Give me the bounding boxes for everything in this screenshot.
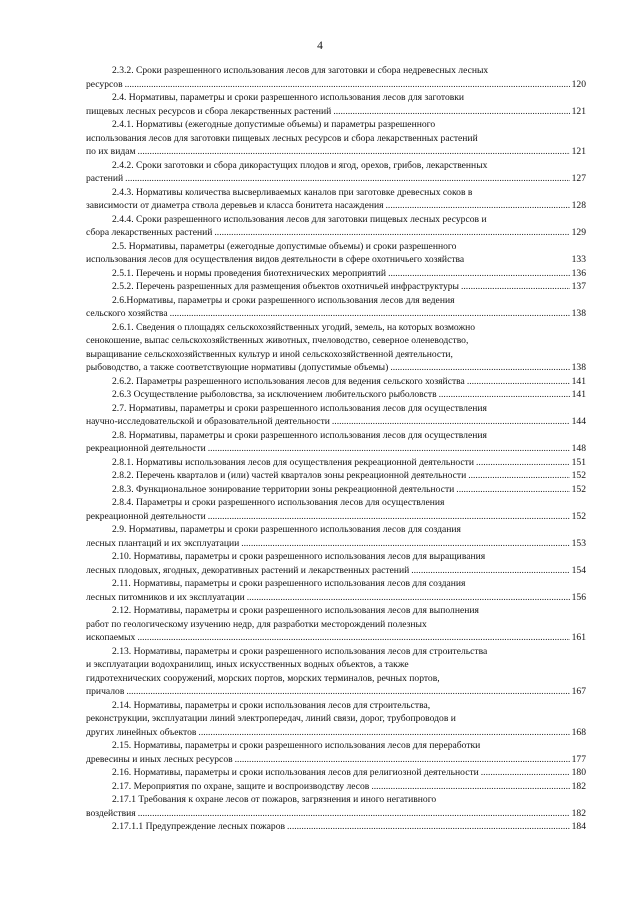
toc-entry-text: 2.10. Нормативы, параметры и сроки разрешенного использования лесов для выращивания <box>112 551 486 562</box>
toc-entry-title: рыбоводство, а также соответствующие нормативы (допустимые объемы) <box>86 362 389 373</box>
toc-page-number: 141 <box>571 389 586 400</box>
toc-entry-last-line <box>86 226 586 240</box>
toc-entry-line <box>86 213 586 227</box>
toc-entry-text: выращивание сельскохозяйственных культур и иной сельскохозяйственной деятельности, <box>86 348 453 360</box>
toc-entry[interactable] <box>86 375 586 389</box>
toc-entry-last-line <box>86 537 586 551</box>
toc-entry-line <box>86 550 586 564</box>
toc-entry[interactable] <box>86 645 586 699</box>
toc-page-number: 152 <box>571 470 586 481</box>
dot-leader <box>456 483 569 497</box>
toc-entry-text: 2.4.3. Нормативы количества высверливаемых каналов при заготовке древесных соков в <box>112 186 473 198</box>
toc-entry-last-line <box>86 820 586 834</box>
dot-leader <box>461 280 570 294</box>
toc-page-number: 148 <box>571 443 586 454</box>
toc-entry-title: причалов <box>86 686 125 697</box>
toc-entry-text: 2.13. Нормативы, параметры и сроки разрешенного использования лесов для строительства <box>112 645 488 657</box>
toc-entry[interactable] <box>86 402 586 429</box>
toc-entry-title: лесных плодовых, ягодных, декоративных растений и лекарственных растений <box>86 564 410 576</box>
toc-entry-title: ископаемых <box>86 632 136 643</box>
toc-entry-last-line <box>86 483 586 497</box>
toc-entry-line <box>86 91 586 105</box>
toc-entry-line <box>86 604 586 618</box>
toc-entry-text: 2.6.Нормативы, параметры и сроки разрешенного использования лесов для ведения <box>112 294 455 306</box>
toc-entry[interactable] <box>86 550 586 577</box>
toc-entry-title: 2.5.1. Перечень и нормы проведения биотехнических мероприятий <box>112 267 387 279</box>
toc-entry-line <box>86 645 586 659</box>
toc-entry-last-line <box>86 145 586 159</box>
toc-entry-text: реконструкции, эксплуатации линий электропередач, линий связи, дорог, трубопроводов и <box>86 713 456 724</box>
toc-entry-text: гидротехнических сооружений, морских портов, морских терминалов, речных портов, <box>86 672 440 684</box>
dot-leader <box>125 78 570 92</box>
toc-entry-line <box>86 321 586 335</box>
dot-leader <box>208 510 570 524</box>
toc-entry-title: рекреационной деятельности <box>86 510 206 522</box>
toc-entry-text: 2.3.2. Сроки разрешенного использования лесов для заготовки и сбора недревесных лесных <box>112 65 489 76</box>
toc-entry[interactable] <box>86 577 586 604</box>
toc-entry-title: сельского хозяйства <box>86 308 168 319</box>
toc-page-number: 121 <box>571 105 586 117</box>
dot-leader <box>287 820 570 834</box>
toc-entry-last-line <box>86 361 586 375</box>
toc-entry-title: рекреационной деятельности <box>86 443 206 454</box>
toc-entry-last-line <box>86 753 586 767</box>
toc-entry-line <box>86 64 586 78</box>
dot-leader <box>411 564 569 578</box>
toc-entry[interactable] <box>86 213 586 240</box>
toc-entry[interactable] <box>86 766 586 780</box>
toc-entry-line <box>86 159 586 173</box>
toc-entry[interactable] <box>86 321 586 375</box>
toc-entry-title: 2.8.1. Нормативы использования лесов для осуществления рекреационной деятельности <box>112 456 475 468</box>
toc-page-number: 136 <box>571 267 586 279</box>
toc-entry-title: воздействия <box>86 807 136 819</box>
dot-leader <box>481 766 570 780</box>
toc-page-number: 182 <box>571 807 586 819</box>
toc-entry-line <box>86 240 586 254</box>
toc-entry-last-line <box>86 78 586 92</box>
dot-leader <box>390 361 569 375</box>
toc-entry-line <box>86 523 586 537</box>
toc-entry-text: 2.4.4. Сроки разрешенного использования лесов для заготовки пищевых лесных ресурсов и <box>112 213 487 225</box>
toc-entry[interactable] <box>86 186 586 213</box>
dot-leader <box>214 226 569 240</box>
toc-entry-title: использования лесов для осуществления видов деятельности в сфере охотничьего хозяйства <box>86 254 465 265</box>
toc-entry-title: 2.6.2. Параметры разрешенного использования лесов для ведения сельского хозяйства <box>112 375 465 387</box>
toc-entry-title: лесных плантаций и их эксплуатации <box>86 537 240 549</box>
toc-entry-line <box>86 118 586 132</box>
toc-entry-line <box>86 739 586 753</box>
toc-entry-text: 2.6.1. Сведения о площадях сельскохозяйственных угодий, земель, на которых возможно <box>112 321 476 333</box>
toc-page-number: 167 <box>571 686 586 697</box>
toc-page-number: 156 <box>571 591 586 603</box>
toc-entry-line <box>86 577 586 591</box>
toc-entry[interactable] <box>86 388 586 402</box>
toc-entry[interactable] <box>86 496 586 523</box>
toc-page-number: 154 <box>571 564 586 576</box>
toc-entry-last-line <box>86 307 586 321</box>
toc-entry[interactable] <box>86 91 586 118</box>
toc-page-number: 184 <box>571 821 586 832</box>
toc-entry-line <box>86 348 586 362</box>
toc-entry[interactable] <box>86 780 586 794</box>
dot-leader <box>208 442 570 456</box>
toc-entry-line <box>86 672 586 686</box>
toc-entry-line <box>86 699 586 713</box>
toc-entry[interactable] <box>86 820 586 834</box>
dot-leader <box>138 807 570 821</box>
toc-entry-line <box>86 294 586 308</box>
dot-leader <box>386 199 570 213</box>
toc-entry-last-line <box>86 267 586 281</box>
toc-entry[interactable] <box>86 118 586 159</box>
toc-entry-title: 2.8.3. Функциональное зонирование территории зоны рекреационной деятельности <box>112 483 455 495</box>
toc-page-number: 137 <box>571 281 586 292</box>
toc-entry-last-line <box>86 807 586 821</box>
toc-page-number: 129 <box>571 227 586 238</box>
toc-page-number: 151 <box>571 456 586 468</box>
toc-entry-last-line <box>86 199 586 213</box>
toc-page-number: 141 <box>571 375 586 387</box>
toc-page-number: 138 <box>571 362 586 373</box>
toc-entry-title: древесины и иных лесных ресурсов <box>86 753 233 765</box>
toc-page-number: 177 <box>571 753 586 765</box>
toc-entry-text: сенокошение, выпас сельскохозяйственных животных, пчеловодство, северное оленеводство, <box>86 335 469 346</box>
toc-entry-line <box>86 132 586 146</box>
toc-page-number: 133 <box>571 254 586 265</box>
toc-entry-text: 2.14. Нормативы, параметры и сроки использования лесов для строительства, <box>112 699 431 711</box>
toc-entry-text: использования лесов для заготовки пищевых лесных ресурсов и сбора лекарственных растений <box>86 132 478 144</box>
toc-entry-title: 2.5.2. Перечень разрешенных для размещения объектов охотничьей инфраструктуры <box>112 281 459 292</box>
toc-entry[interactable] <box>86 267 586 281</box>
table-of-contents <box>86 64 586 834</box>
toc-entry[interactable] <box>86 469 586 483</box>
toc-entry-title: сбора лекарственных растений <box>86 227 213 238</box>
toc-page-number: 168 <box>571 726 586 738</box>
toc-page-number: 127 <box>571 173 586 184</box>
toc-entry-title: зависимости от диаметра ствола деревьев и класса бонитета насаждения <box>86 200 384 211</box>
toc-entry-line <box>86 658 586 672</box>
toc-entry-line <box>86 496 586 510</box>
toc-entry-line <box>86 618 586 632</box>
toc-entry-last-line <box>86 631 586 645</box>
toc-entry-title: 2.17.1.1 Предупреждение лесных пожаров <box>112 821 286 832</box>
toc-page-number: 161 <box>571 632 586 643</box>
toc-entry-text: 2.11. Нормативы, параметры и сроки разрешенного использования лесов для создания <box>112 578 466 589</box>
toc-entry-title: научно-исследовательской и образовательной деятельности <box>86 416 330 427</box>
toc-entry-title: лесных питомников и их эксплуатации <box>86 591 245 603</box>
toc-entry-last-line <box>86 766 586 780</box>
toc-entry-last-line <box>86 375 586 389</box>
toc-page-number: 121 <box>571 146 586 157</box>
toc-entry-last-line <box>86 564 586 578</box>
toc-entry-text: 2.5. Нормативы, параметры (ежегодные допустимые объемы) и сроки разрешенного <box>112 240 457 252</box>
toc-entry-text: 2.4.1. Нормативы (ежегодные допустимые объемы) и параметры разрешенного <box>112 119 436 130</box>
dot-leader <box>247 591 570 605</box>
toc-entry[interactable] <box>86 280 586 294</box>
dot-leader <box>235 753 570 767</box>
dot-leader <box>371 780 569 794</box>
toc-entry[interactable] <box>86 739 586 766</box>
toc-entry[interactable] <box>86 604 586 645</box>
dot-leader <box>468 469 569 483</box>
toc-entry[interactable] <box>86 240 586 267</box>
toc-entry-text: 2.4.2. Сроки заготовки и сбора дикорастущих плодов и ягод, орехов, грибов, лекарственных <box>112 159 488 171</box>
toc-entry-last-line <box>86 172 586 186</box>
toc-entry-text: работ по геологическому изучению недр, для разработки месторождений полезных <box>86 618 427 630</box>
dot-leader <box>126 685 569 699</box>
dot-leader <box>388 267 570 281</box>
toc-page-number: 144 <box>571 416 586 427</box>
dot-leader <box>333 105 569 119</box>
dot-leader <box>138 145 570 159</box>
toc-entry-text: 2.15. Нормативы, параметры и сроки разрешенного использования лесов для переработки <box>112 740 481 751</box>
toc-page-number: 138 <box>571 308 586 319</box>
toc-entry-last-line <box>86 442 586 456</box>
toc-entry-line <box>86 334 586 348</box>
toc-entry-text: 2.8.4. Параметры и сроки разрешенного использования лесов для осуществления <box>112 497 445 508</box>
toc-entry-last-line <box>86 388 586 402</box>
toc-page-number: 182 <box>571 780 586 792</box>
dot-leader <box>198 726 569 740</box>
toc-entry-last-line <box>86 591 586 605</box>
dot-leader <box>476 456 570 470</box>
toc-entry[interactable] <box>86 159 586 186</box>
toc-entry-last-line <box>86 253 586 267</box>
dot-leader <box>170 307 570 321</box>
toc-page-number: 153 <box>571 537 586 549</box>
toc-page-number: 152 <box>571 483 586 495</box>
toc-entry-title: 2.17. Мероприятия по охране, защите и воспроизводству лесов <box>112 780 370 792</box>
toc-entry-last-line <box>86 726 586 740</box>
toc-entry-title: ресурсов <box>86 78 123 90</box>
toc-page-number: 180 <box>571 767 586 778</box>
toc-entry-title: других линейных объектов <box>86 726 197 738</box>
toc-entry-title: растений <box>86 173 124 184</box>
toc-entry-line <box>86 402 586 416</box>
toc-entry[interactable] <box>86 523 586 550</box>
toc-entry-last-line <box>86 510 586 524</box>
toc-entry-text: и эксплуатации водохранилищ, иных искусственных водных объектов, а также <box>86 659 409 670</box>
dot-leader <box>125 172 569 186</box>
toc-entry-last-line <box>86 456 586 470</box>
toc-entry[interactable] <box>86 483 586 497</box>
toc-entry-last-line <box>86 685 586 699</box>
toc-entry[interactable] <box>86 456 586 470</box>
toc-entry[interactable] <box>86 699 586 740</box>
toc-entry-text: 2.7. Нормативы, параметры и сроки разрешенного использования лесов для осуществления <box>112 402 487 414</box>
toc-page-number: 152 <box>571 510 586 522</box>
page-number: 4 <box>317 40 323 52</box>
toc-entry-line <box>86 186 586 200</box>
toc-entry-last-line <box>86 280 586 294</box>
toc-entry-line <box>86 429 586 443</box>
toc-entry[interactable] <box>86 64 586 91</box>
toc-entry[interactable] <box>86 294 586 321</box>
toc-entry[interactable] <box>86 793 586 820</box>
toc-entry-last-line <box>86 469 586 483</box>
toc-entry-text: 2.8. Нормативы, параметры и сроки разрешенного использования лесов для осуществления <box>112 429 487 441</box>
toc-entry-title: 2.6.3 Осуществление рыболовства, за исключением любительского рыболовств <box>112 389 437 400</box>
toc-page-number: 120 <box>571 78 586 90</box>
toc-entry-line <box>86 793 586 807</box>
toc-entry-title: 2.8.2. Перечень кварталов и (или) частей кварталов зоны рекреационной деятельности <box>112 470 467 481</box>
dot-leader <box>467 375 570 389</box>
toc-entry-title: по их видам <box>86 146 136 157</box>
dot-leader <box>439 388 570 402</box>
toc-page-number: 128 <box>571 200 586 211</box>
toc-entry-text: 2.12. Нормативы, параметры и сроки разрешенного использования лесов для выполнения <box>112 605 479 616</box>
toc-entry-title: 2.16. Нормативы, параметры и сроки использования лесов для религиозной деятельности <box>112 767 479 778</box>
toc-entry-text: 2.9. Нормативы, параметры и сроки разрешенного использования лесов для создания <box>112 524 461 535</box>
toc-entry-line <box>86 712 586 726</box>
toc-entry-last-line <box>86 105 586 119</box>
toc-entry-text: 2.4. Нормативы, параметры и сроки разрешенного использования лесов для заготовки <box>112 92 465 103</box>
dot-leader <box>332 415 570 429</box>
toc-entry-last-line <box>86 415 586 429</box>
toc-entry-title: пищевых лесных ресурсов и сбора лекарственных растений <box>86 105 332 117</box>
toc-entry[interactable] <box>86 429 586 456</box>
toc-entry-text: 2.17.1 Требования к охране лесов от пожаров, загрязнения и иного негативного <box>112 794 437 805</box>
dot-leader <box>241 537 569 551</box>
dot-leader <box>137 631 569 645</box>
toc-entry-last-line <box>86 780 586 794</box>
